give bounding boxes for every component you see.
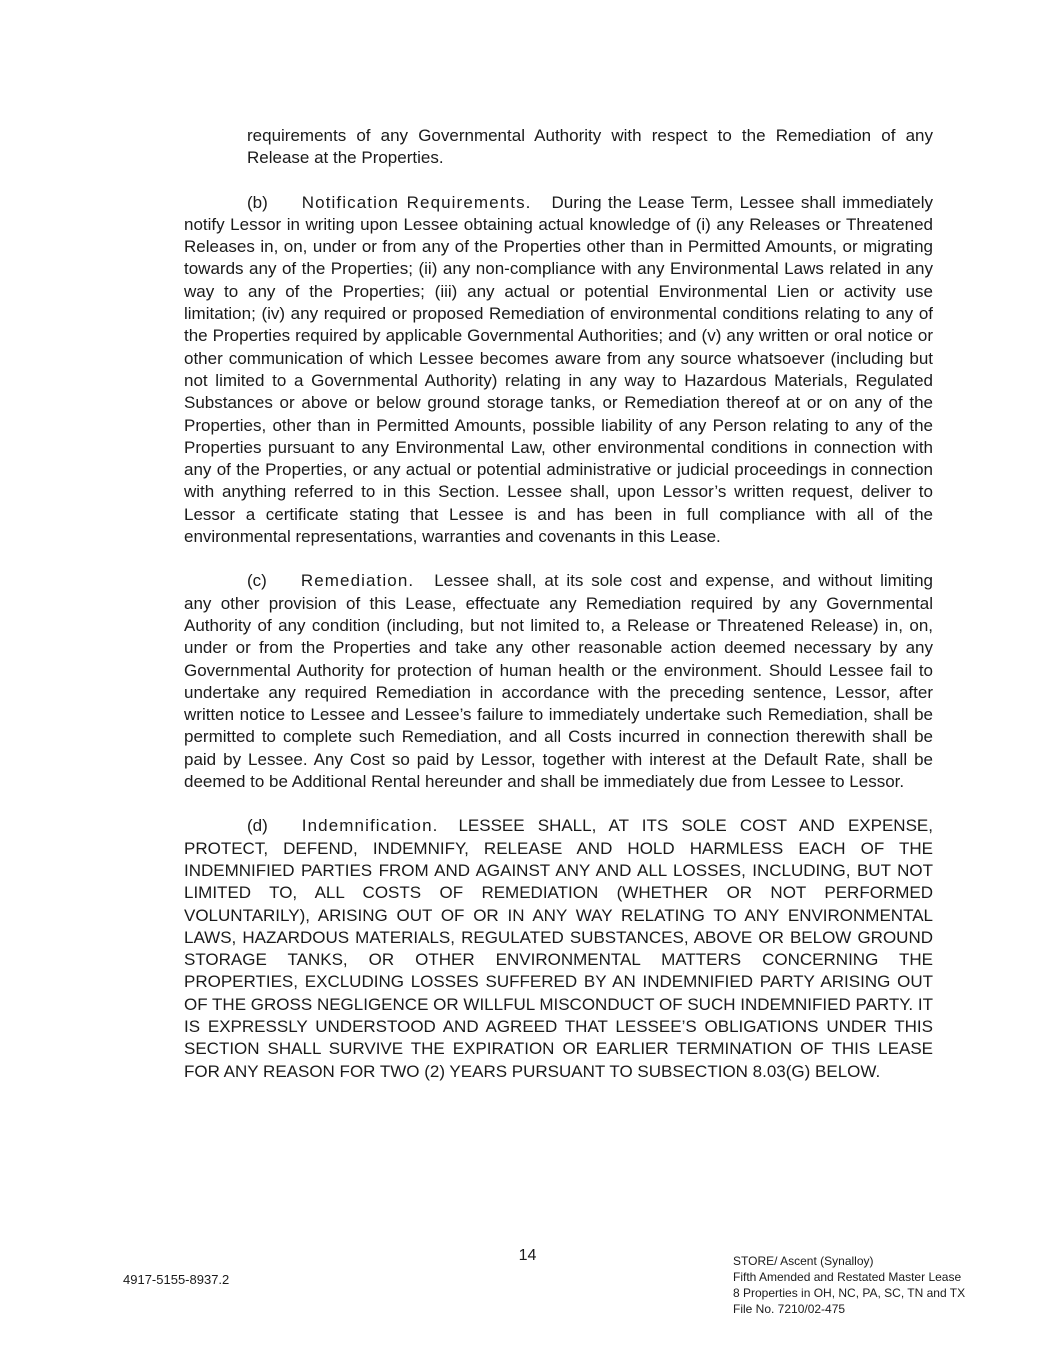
section-b-label: (b) — [247, 192, 268, 212]
section-b-heading: Notification Requirements. — [301, 192, 532, 212]
section-b-paragraph — [184, 192, 933, 549]
case-caption-block — [733, 1253, 965, 1317]
section-c-paragraph — [184, 570, 933, 793]
document-body — [184, 125, 933, 1083]
document-reference-number: 4917-5155-8937.2 — [123, 1272, 230, 1287]
section-c-body: Lessee shall, at its sole cost and expense, and without limiting any other provision of this Lease, effectuate any Remediation required by any Governmental Authority of any condition (including, but not limited to, a Release or Threatened Release) in, on, under or from the Properties and take any other reasonable action deemed necessary by any Governmental Authority for protection of human health or the environment. Should Lessee fail to undertake any required Remediation in accordance with the preceding sentence, Lessor, after written notice to Lessee and Lessee’s failure to immediately undertake such Remediation, shall be permitted to complete such Remediation, and all Costs incurred in connection therewith shall be paid by Lessee. Any Cost so paid by Lessor, together with interest at the Default Rate, shall be deemed to be Additional Rental hereunder and shall be immediately due from Lessee to Lessor. — [184, 571, 933, 792]
section-d-paragraph — [184, 815, 933, 1083]
case-caption-line-1: STORE/ Ascent (Synalloy) — [733, 1254, 874, 1268]
case-caption-line-4: File No. 7210/02-475 — [733, 1302, 846, 1316]
page-number: 14 — [518, 1247, 537, 1264]
section-d-heading: Indemnification. — [301, 816, 439, 836]
section-d-body: LESSEE SHALL, AT ITS SOLE COST AND EXPENSE, PROTECT, DEFEND, INDEMNIFY, RELEASE AND HOLD HARMLESS EACH OF THE INDEMNIFIED PARTIES FROM AND AGAINST ANY AND ALL LOSSES, INCLUDING, BUT NOT LIMITED TO, ALL COSTS OF REMEDIATION (WHETHER OR NOT PERFORMED VOLUNTARILY), ARISING OUT OF OR IN ANY WAY RELATING TO ANY ENVIRONMENTAL LAWS, HAZARDOUS MATERIALS, REGULATED SUBSTANCES, ABOVE OR BELOW GROUND STORAGE TANKS, OR OTHER ENVIRONMENTAL MATTERS CONCERNING THE PROPERTIES, EXCLUDING LOSSES SUFFERED BY AN INDEMNIFIED PARTY ARISING OUT OF THE GROSS NEGLIGENCE OR WILLFUL MISCONDUCT OF SUCH INDEMNIFIED PARTY. IT IS EXPRESSLY UNDERSTOOD AND AGREED THAT LESSEE’S OBLIGATIONS UNDER THIS SECTION SHALL SURVIVE THE EXPIRATION OR EARLIER TERMINATION OF THIS LEASE FOR ANY REASON FOR TWO (2) YEARS PURSUANT TO SUBSECTION 8.03(G) BELOW. — [184, 816, 933, 1081]
section-b-body: During the Lease Term, Lessee shall immediately notify Lessor in writing upon Lessee obtaining actual knowledge of (i) any Releases or Threatened Releases in, on, under or from any of the Properties other than in Permitted Amounts, or migrating towards any of the Properties; (ii) any non-compliance with any Environmental Laws related in any way to any of the Properties; (iii) any actual or potential Environmental Lien or activity use limitation; (iv) any required or proposed Remediation of environmental conditions relating to any of the Properties required by applicable Governmental Authorities; and (v) any written or oral notice or other communication of which Lessee becomes aware from any source whatsoever (including but not limited to a Governmental Authority) relating in any way to Hazardous Materials, Regulated Substances or above or below ground storage tanks, or Remediation thereof at or on any of the Properties, other than in Permitted Amounts, possible liability of any Person relating to any of the Properties pursuant to any Environmental Law, other environmental conditions in connection with any of the Properties, or any actual or potential administrative or judicial proceedings in connection with anything referred to in this Section. Lessee shall, upon Lessor’s written request, deliver to Lessor a certificate stating that Lessee is and has been in full compliance with all of the environmental representations, warranties and covenants in this Lease. — [184, 192, 933, 547]
continuation-paragraph: requirements of any Governmental Authority with respect to the Remediation of any Release at the Properties. — [247, 126, 933, 168]
section-c-heading: Remediation. — [300, 571, 415, 591]
case-caption-line-2: Fifth Amended and Restated Master Lease — [733, 1270, 962, 1284]
section-d-label: (d) — [247, 816, 268, 836]
case-caption-line-3: 8 Properties in OH, NC, PA, SC, TN and TX — [733, 1286, 966, 1300]
section-c-label: (c) — [247, 571, 267, 591]
